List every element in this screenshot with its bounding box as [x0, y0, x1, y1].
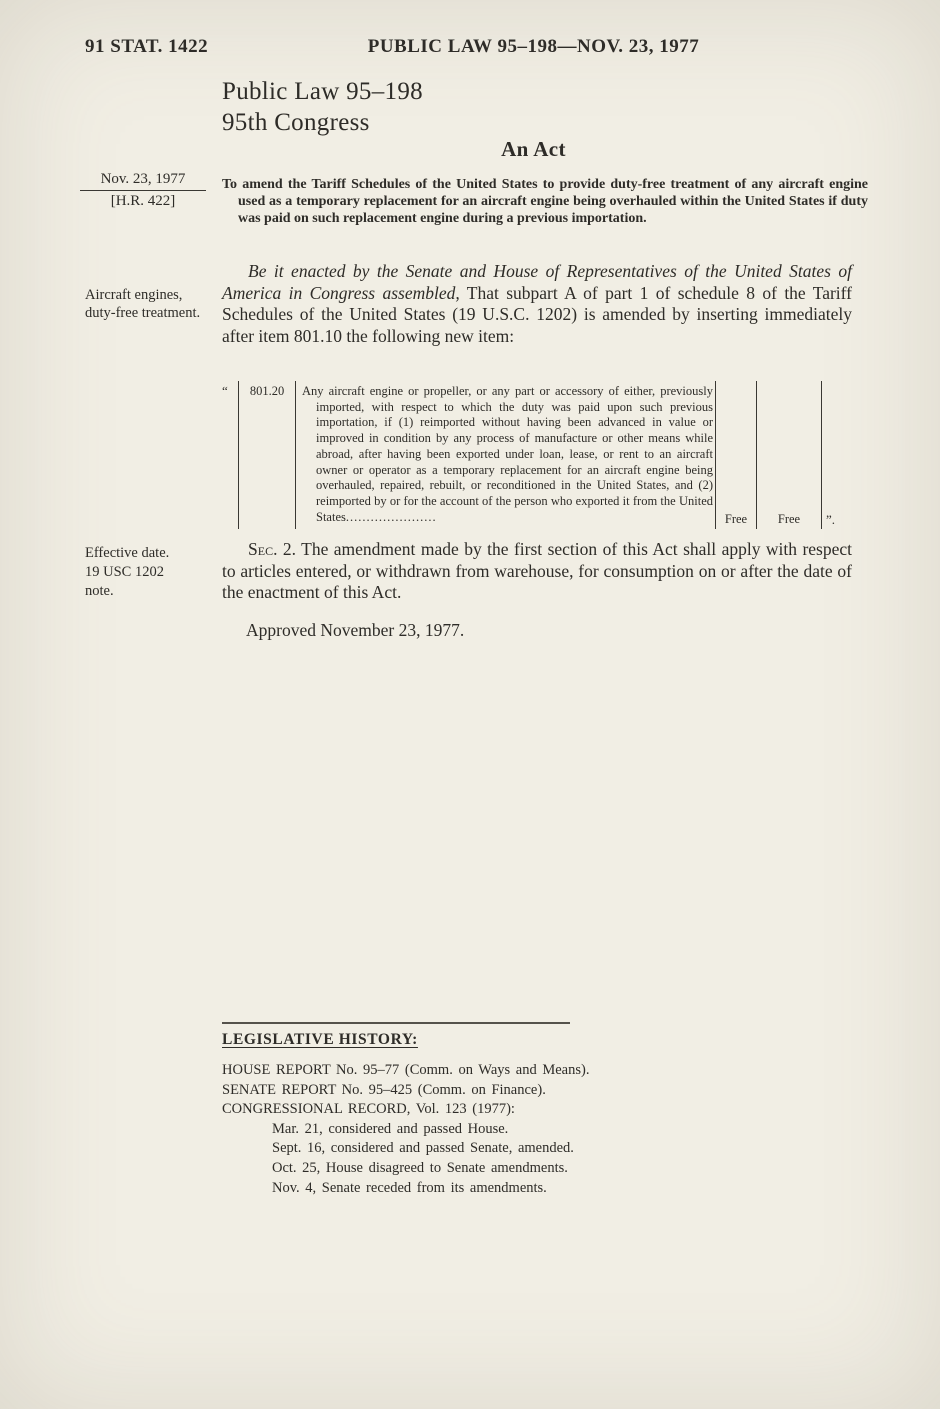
- enacting-clause: [222, 261, 852, 348]
- act-heading: An Act: [501, 137, 566, 161]
- tariff-item-number: 801.20: [238, 381, 295, 529]
- legislative-history-rule: [222, 1022, 570, 1024]
- approval-line: Approved November 23, 1977.: [246, 620, 465, 640]
- stat-page-number: 91 STAT. 1422: [85, 36, 209, 57]
- history-line-house-report: HOUSE REPORT No. 95–77 (Comm. on Ways and Means).: [222, 1062, 590, 1078]
- enacting-clause-rest: That subpart A of part 1 of schedule 8 of the Tariff Schedules of the United States (19 U.S.C. 1202) is amended by inserting immediately after item 801.10 the following new item:: [222, 282, 853, 347]
- preamble: To amend the Tariff Schedules of the United States to provide duty-free treatment of any aircraft engine used as a temporary replacement for an aircraft engine being overhauled within the United States if duty was paid on such replacement engine during a previous importation.: [222, 177, 868, 226]
- margin-effective-line1: Effective date.: [85, 545, 170, 561]
- tariff-open-quote: “: [222, 383, 228, 398]
- leader-dots: ......................: [345, 509, 437, 524]
- section-2-text: The amendment made by the first section of this Act shall apply with respect to articles entered, or withdrawn from warehouse, for consumption on or after the date of the enactment of this Act.: [222, 539, 852, 603]
- margin-note-bill-number: [H.R. 422]: [110, 193, 176, 209]
- tariff-close-quote: ”.: [821, 381, 852, 529]
- margin-note-date: Nov. 23, 1977: [80, 171, 206, 191]
- margin-effective-line2: 19 USC 1202: [85, 564, 164, 580]
- tariff-table: [222, 381, 852, 529]
- record-item: Sept. 16, considered and passed Senate, amended.: [272, 1140, 574, 1157]
- record-item: Mar. 21, considered and passed House.: [272, 1120, 509, 1137]
- law-title: Public Law 95–198: [222, 78, 423, 105]
- running-head: PUBLIC LAW 95–198—NOV. 23, 1977: [367, 36, 700, 57]
- tariff-description: [302, 384, 713, 525]
- history-line-congressional-record: CONGRESSIONAL RECORD, Vol. 123 (1977):: [222, 1101, 515, 1118]
- legislative-history-block: [222, 1061, 702, 1198]
- tariff-rate-column-2: Free: [756, 381, 821, 529]
- section-2: [222, 539, 852, 604]
- record-item: Oct. 25, House disagreed to Senate amendments.: [272, 1159, 568, 1176]
- margin-note-effective-date: [85, 544, 210, 601]
- enacting-clause-italic: Be it enacted by the Senate and House of Representatives of the United States of America in Congress assembled,: [222, 261, 852, 303]
- margin-note-date-block: [78, 171, 208, 210]
- margin-effective-line3: note.: [85, 583, 114, 599]
- tariff-rate-column-1: Free: [715, 381, 756, 529]
- record-item: Nov. 4, Senate receded from its amendments.: [272, 1179, 547, 1196]
- margin-note-subject: Aircraft engines, duty-free treatment.: [85, 287, 201, 321]
- congress-number: 95th Congress: [222, 109, 370, 136]
- history-line-senate-report: SENATE REPORT No. 95–425 (Comm. on Finance).: [222, 1081, 546, 1098]
- section-2-label: Sec. 2.: [248, 539, 297, 559]
- tariff-description-text: Any aircraft engine or propeller, or any part or accessory of either, previously imported, with respect to which the duty was paid upon such previous importation, if (1) reimported without having been advanced in value or improved in condition by any process of manufacture or other means while abroad, after having been exported under loan, lease, or rent to an aircraft owner or operator as a temporary replacement for an aircraft engine being overhauled, repaired, rebuilt, or reconditioned in the United States, and (2) reimported by or for the account of the person who exported it from the United States: [302, 384, 713, 524]
- legislative-history-heading: LEGISLATIVE HISTORY:: [222, 1031, 418, 1048]
- tariff-description-cell: [295, 381, 715, 529]
